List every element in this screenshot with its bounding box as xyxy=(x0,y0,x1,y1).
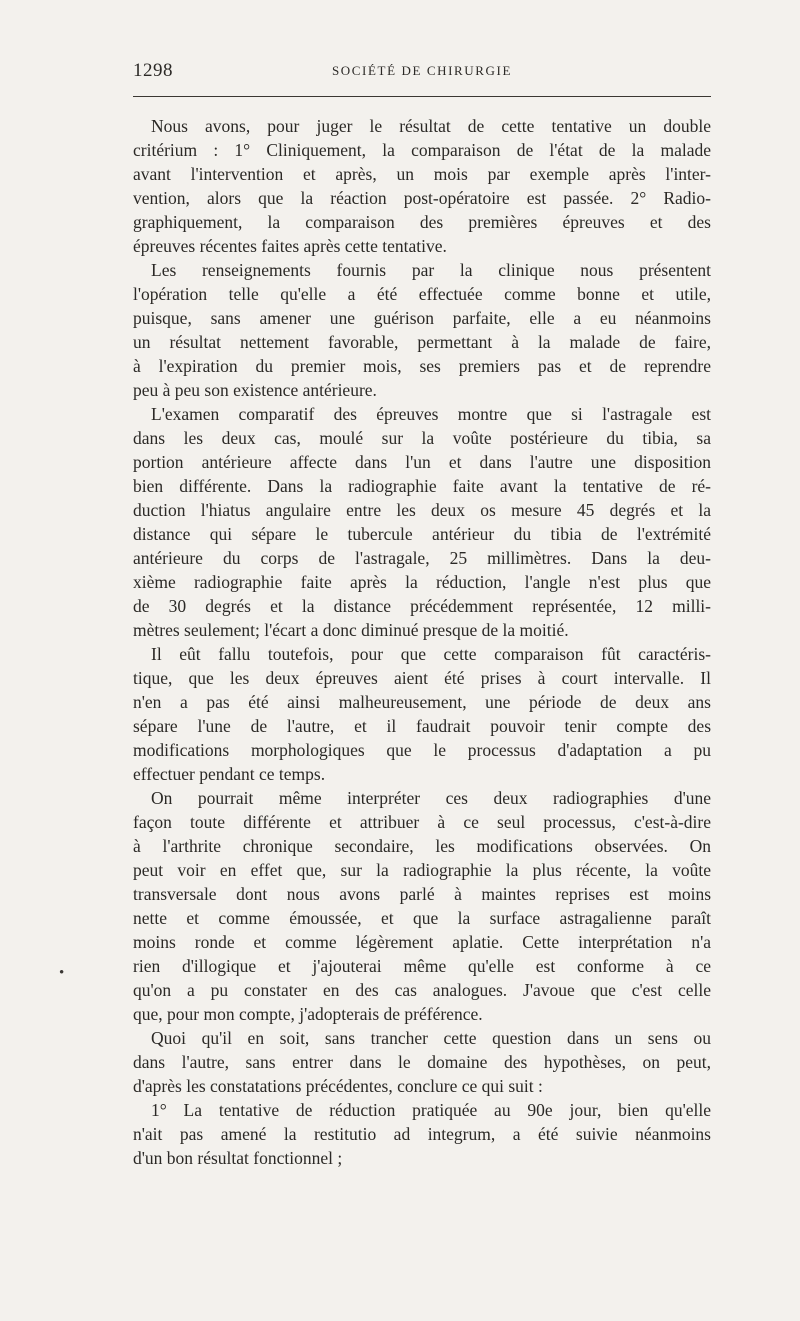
text-line: avant l'intervention et après, un mois par exemple après l'inter- xyxy=(133,164,711,184)
text-line: bien différente. Dans la radiographie faite avant la tentative de ré- xyxy=(133,476,711,496)
text-line: mètres seulement; l'écart a donc diminué presque de la moitié. xyxy=(133,620,569,640)
text-line: On pourrait même interpréter ces deux radiographies d'une xyxy=(151,788,711,808)
text-line: un résultat nettement favorable, permettant à la malade de faire, xyxy=(133,332,711,352)
text-line: moins ronde et comme légèrement aplatie. Cette interprétation n'a xyxy=(133,932,711,952)
text-line: Les renseignements fournis par la clinique nous présentent xyxy=(151,260,711,280)
text-line: n'en a pas été ainsi malheureusement, une période de deux ans xyxy=(133,692,711,712)
text-line: nette et comme émoussée, et que la surface astragalienne paraît xyxy=(133,908,711,928)
text-line: épreuves récentes faites après cette tentative. xyxy=(133,236,447,256)
text-line: peut voir en effet que, sur la radiographie la plus récente, la voûte xyxy=(133,860,711,880)
text-line: à l'arthrite chronique secondaire, les modifications observées. On xyxy=(133,836,711,856)
text-line: n'ait pas amené la restitutio ad integrum, a été suivie néanmoins xyxy=(133,1124,711,1144)
text-line: puisque, sans amener une guérison parfaite, elle a eu néanmoins xyxy=(133,308,711,328)
text-line: xième radiographie faite après la réduction, l'angle n'est plus que xyxy=(133,572,711,592)
text-line: effectuer pendant ce temps. xyxy=(133,764,326,784)
text-line: d'après les constatations précédentes, conclure ce qui suit : xyxy=(133,1076,543,1096)
text-line: façon toute différente et attribuer à ce seul processus, c'est-à-dire xyxy=(133,812,711,832)
text-line: que, pour mon compte, j'adopterais de préférence. xyxy=(133,1004,483,1024)
text-line: critérium : 1° Cliniquement, la comparaison de l'état de la malade xyxy=(133,140,711,160)
running-head: SOCIÉTÉ DE CHIRURGIE xyxy=(331,63,513,78)
text-line: de 30 degrés et la distance précédemment représentée, 12 milli- xyxy=(133,596,711,616)
text-line: Nous avons, pour juger le résultat de cette tentative un double xyxy=(151,116,711,136)
text-line: à l'expiration du premier mois, ses premiers pas et de reprendre xyxy=(133,356,711,376)
text-line: dans les deux cas, moulé sur la voûte postérieure du tibia, sa xyxy=(133,428,711,448)
text-line: L'examen comparatif des épreuves montre que si l'astragale est xyxy=(151,404,711,424)
text-line: d'un bon résultat fonctionnel ; xyxy=(133,1148,343,1168)
text-line: peu à peu son existence antérieure. xyxy=(133,380,377,400)
body-text xyxy=(133,114,711,1170)
text-line: portion antérieure affecte dans l'un et dans l'autre une disposition xyxy=(133,452,711,472)
text-line: qu'on a pu constater en des cas analogues. J'avoue que c'est celle xyxy=(133,980,711,1000)
text-line: Il eût fallu toutefois, pour que cette comparaison fût caractéris- xyxy=(151,644,711,664)
page-header xyxy=(133,60,711,84)
text-line: sépare l'une de l'autre, et il faudrait pouvoir tenir compte des xyxy=(133,716,711,736)
text-line: dans l'autre, sans entrer dans le domaine des hypothèses, on peut, xyxy=(133,1052,711,1072)
header-rule xyxy=(133,96,711,97)
text-line: modifications morphologiques que le processus d'adaptation a pu xyxy=(133,740,711,760)
text-line: l'opération telle qu'elle a été effectuée comme bonne et utile, xyxy=(133,284,711,304)
text-line: distance qui sépare le tubercule antérieur du tibia de l'extrémité xyxy=(133,524,711,544)
text-line: duction l'hiatus angulaire entre les deux os mesure 45 degrés et la xyxy=(133,500,711,520)
text-line: tique, que les deux épreuves aient été prises à court intervalle. Il xyxy=(133,668,711,688)
text-line: Quoi qu'il en soit, sans trancher cette question dans un sens ou xyxy=(151,1028,711,1048)
text-line: antérieure du corps de l'astragale, 25 millimètres. Dans la deu- xyxy=(133,548,711,568)
text-line: rien d'illogique et j'ajouterai même qu'elle est conforme à ce xyxy=(133,956,711,976)
text-line: transversale dont nous avons parlé à maintes reprises est moins xyxy=(133,884,711,904)
text-line: vention, alors que la réaction post-opératoire est passée. 2° Radio- xyxy=(133,188,711,208)
text-line: graphiquement, la comparaison des premières épreuves et des xyxy=(133,212,711,232)
text-line: 1° La tentative de réduction pratiquée au 90e jour, bien qu'elle xyxy=(151,1100,711,1120)
margin-mark: • xyxy=(59,965,65,981)
page-number: 1298 xyxy=(133,60,173,81)
